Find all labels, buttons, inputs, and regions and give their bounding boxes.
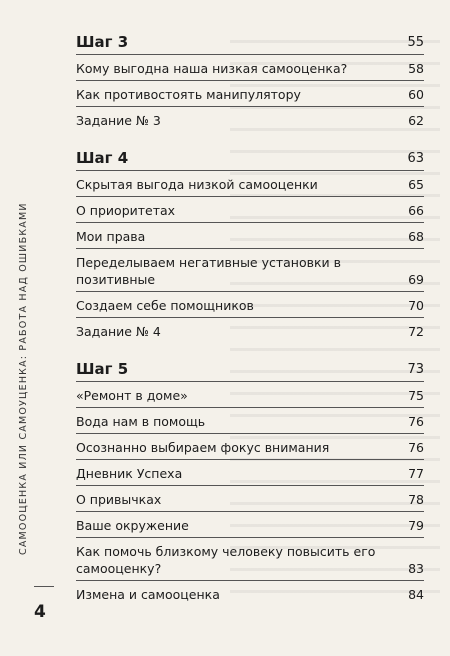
toc-entry	[76, 223, 424, 249]
toc-entry-title: Ваше окружение	[76, 518, 189, 533]
toc-entry-title: Переделываем негативные установки в позитивные	[76, 255, 342, 287]
toc-entry-page: 72	[408, 324, 424, 339]
toc-entry	[76, 408, 424, 434]
toc-entry-title: «Ремонт в доме»	[76, 388, 188, 403]
toc-entry	[76, 382, 424, 408]
toc-entry-page: 79	[408, 518, 424, 533]
toc-entry	[76, 107, 424, 132]
toc-entry	[76, 434, 424, 460]
toc-entry-title: Дневник Успеха	[76, 466, 183, 481]
toc-entry	[76, 460, 424, 486]
toc-entry-page: 58	[408, 61, 424, 76]
toc-entry	[76, 581, 424, 606]
toc-heading	[76, 32, 424, 55]
footer-divider	[34, 586, 54, 587]
toc-entry-title: Задание № 3	[76, 113, 161, 128]
toc-entry-title: Измена и самооценка	[76, 587, 220, 602]
toc-entry-page: 83	[408, 561, 424, 576]
toc-entry-page: 60	[408, 87, 424, 102]
toc-entry	[76, 249, 424, 292]
toc-entry-page: 76	[408, 414, 424, 429]
toc-section-step-5	[76, 359, 424, 606]
toc-entry-page: 78	[408, 492, 424, 507]
toc-entry-title: О привычках	[76, 492, 162, 507]
toc-entry	[76, 171, 424, 197]
page-number: 4	[34, 602, 46, 622]
toc-heading-page: 73	[407, 362, 424, 377]
toc-entry-title: Задание № 4	[76, 324, 161, 339]
toc-entry-title: Как противостоять манипулятору	[76, 87, 301, 102]
toc-entry-title: Создаем себе помощников	[76, 298, 254, 313]
toc-entry-page: 75	[408, 388, 424, 403]
toc-entry	[76, 486, 424, 512]
toc-entry	[76, 197, 424, 223]
toc-section-step-4	[76, 148, 424, 343]
toc-entry	[76, 538, 424, 581]
toc-entry-title: Скрытая выгода низкой самооценки	[76, 177, 318, 192]
toc-entry-page: 68	[408, 229, 424, 244]
toc-entry-title: Вода нам в помощь	[76, 414, 206, 429]
toc-heading-page: 63	[407, 151, 424, 166]
toc-entry-page: 77	[408, 466, 424, 481]
toc-entry	[76, 292, 424, 318]
toc-entry-title: Мои права	[76, 229, 146, 244]
toc-heading	[76, 148, 424, 171]
toc-entry	[76, 318, 424, 343]
toc-heading-page: 55	[407, 35, 424, 50]
table-of-contents	[76, 32, 424, 622]
toc-heading-title: Шаг 4	[76, 149, 129, 167]
toc-entry-page: 69	[408, 272, 424, 287]
toc-entry	[76, 81, 424, 107]
toc-entry	[76, 512, 424, 538]
toc-heading-title: Шаг 5	[76, 360, 129, 378]
toc-entry-page: 65	[408, 177, 424, 192]
toc-heading-title: Шаг 3	[76, 33, 129, 51]
toc-entry	[76, 55, 424, 81]
toc-entry-title: Как помочь близкому человеку повысить его самооценку?	[76, 544, 376, 576]
toc-entry-title: О приоритетах	[76, 203, 176, 218]
toc-entry-page: 84	[408, 587, 424, 602]
toc-entry-title: Осознанно выбираем фокус внимания	[76, 440, 330, 455]
toc-entry-page: 70	[408, 298, 424, 313]
toc-heading	[76, 359, 424, 382]
running-header: САМООЦЕНКА ИЛИ САМОУЦЕНКА: РАБОТА НАД ОШИБКАМИ	[18, 202, 29, 555]
toc-section-step-3	[76, 32, 424, 132]
toc-entry-title: Кому выгодна наша низкая самооценка?	[76, 61, 348, 76]
toc-entry-page: 62	[408, 113, 424, 128]
toc-entry-page: 76	[408, 440, 424, 455]
toc-entry-page: 66	[408, 203, 424, 218]
